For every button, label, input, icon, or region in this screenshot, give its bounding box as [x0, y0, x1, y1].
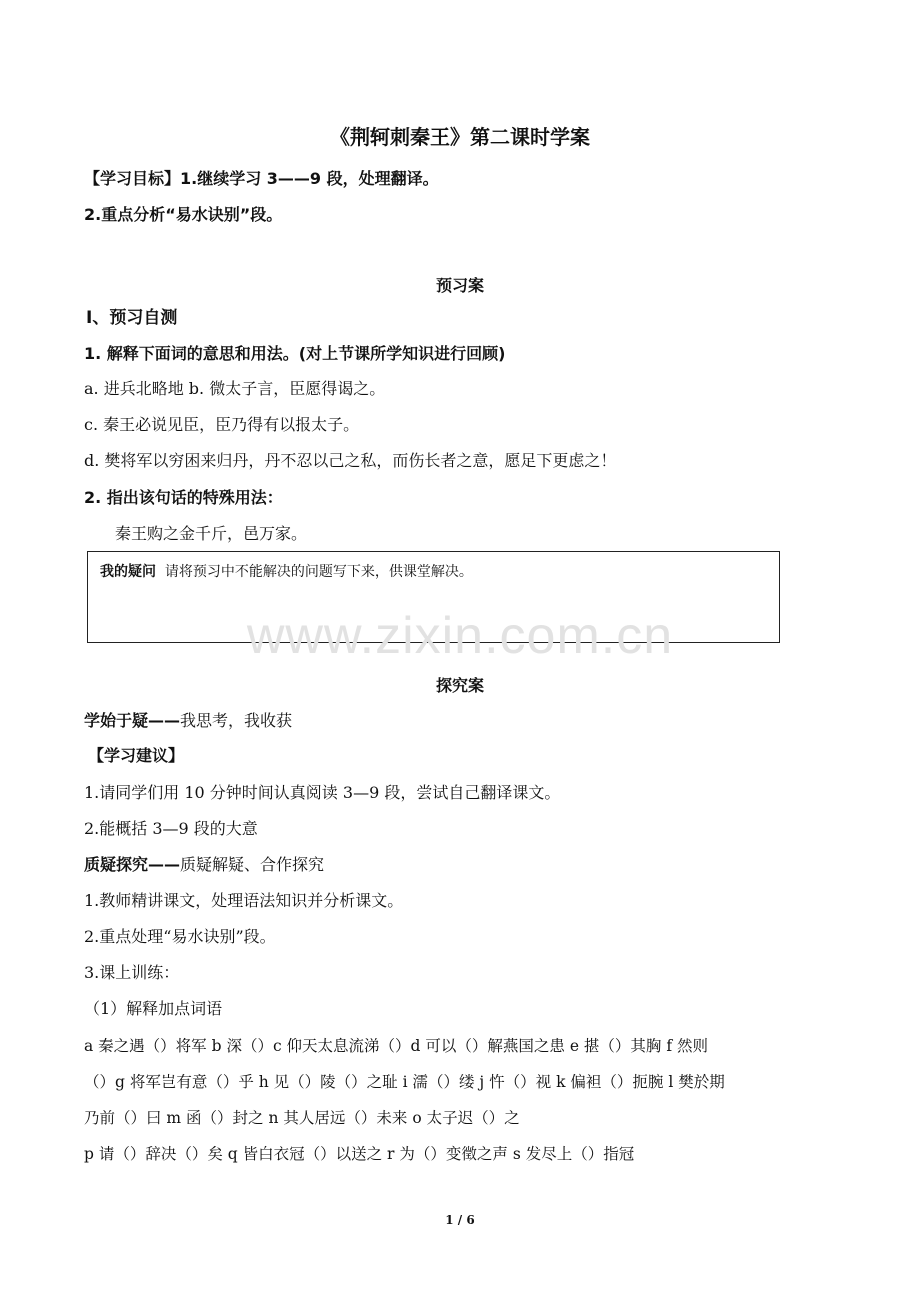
- suggest-2: 2.能概括 3—9 段的大意: [84, 819, 258, 838]
- words-line-3: 乃前（）曰 m 函（）封之 n 其人居远（）未来 o 太子迟（）之: [84, 1109, 520, 1127]
- question-1: 1. 解释下面词的意思和用法。(对上节课所学知识进行回顾): [84, 344, 506, 363]
- words-line-4: p 请（）辞决（）矣 q 皆白衣冠（）以送之 r 为（）变徵之声 s 发尽上（）指冠: [84, 1145, 635, 1163]
- explore-heading: 探究案: [435, 676, 484, 695]
- suggest-heading: 【学习建议】: [88, 746, 185, 765]
- question-box-instruction: 请将预习中不能解决的问题写下来，供课堂解决。: [164, 564, 473, 580]
- exercise-1: （1）解释加点词语: [84, 999, 223, 1018]
- inquiry-1: 1.教师精讲课文，处理语法知识并分析课文。: [84, 891, 404, 910]
- watermark: www.zixin.com.cn: [246, 607, 674, 665]
- preview-heading: 预习案: [435, 276, 484, 295]
- objective-label: 【学习目标】: [84, 169, 181, 188]
- inquiry-line: [84, 855, 324, 875]
- objective-line-1: [84, 169, 439, 189]
- question-1-d: d. 樊将军以穷困来归丹，丹不忍以己之私，而伤长者之意，愿足下更虑之！: [84, 451, 617, 470]
- objective-line-2: 2.重点分析“易水诀别”段。: [84, 205, 283, 224]
- question-2-sentence: 秦王购之金千斤，邑万家。: [115, 524, 308, 543]
- learn-line: [84, 711, 292, 731]
- inquiry-label: 质疑探究——: [84, 855, 181, 874]
- preview-section: Ⅰ、预习自测: [86, 308, 178, 328]
- learn-text: 我思考，我收获: [180, 711, 293, 730]
- page-title: 《荆轲刺秦王》第二课时学案: [330, 125, 590, 149]
- question-1-a: a. 进兵北略地 b. 微太子言，臣愿得谒之。: [84, 379, 386, 398]
- words-line-2: （）g 将军岂有意（）乎 h 见（）陵（）之耻 i 濡（）缕 j 忤（）视 k 偏袒（）扼腕 l 樊於期: [84, 1073, 725, 1091]
- suggest-1: 1.请同学们用 10 分钟时间认真阅读 3—9 段，尝试自己翻译课文。: [84, 783, 561, 802]
- page-number: 1 / 6: [445, 1213, 475, 1227]
- objective-text-1: 1.继续学习 3——9 段，处理翻译。: [180, 169, 439, 188]
- words-line-1: a 秦之遇（）将军 b 深（）c 仰天太息流涕（）d 可以（）解燕国之患 e 揕（）其胸 f 然则: [84, 1037, 709, 1055]
- inquiry-text: 质疑解疑、合作探究: [180, 855, 325, 874]
- question-box-label: [100, 563, 473, 581]
- inquiry-3: 3.课上训练：: [84, 963, 180, 982]
- question-box-title: 我的疑问: [100, 564, 156, 580]
- question-1-c: c. 秦王必说见臣，臣乃得有以报太子。: [84, 415, 360, 434]
- learn-label: 学始于疑——: [84, 711, 181, 730]
- inquiry-2: 2.重点处理“易水诀别”段。: [84, 927, 276, 946]
- question-2: 2. 指出该句话的特殊用法：: [84, 488, 283, 507]
